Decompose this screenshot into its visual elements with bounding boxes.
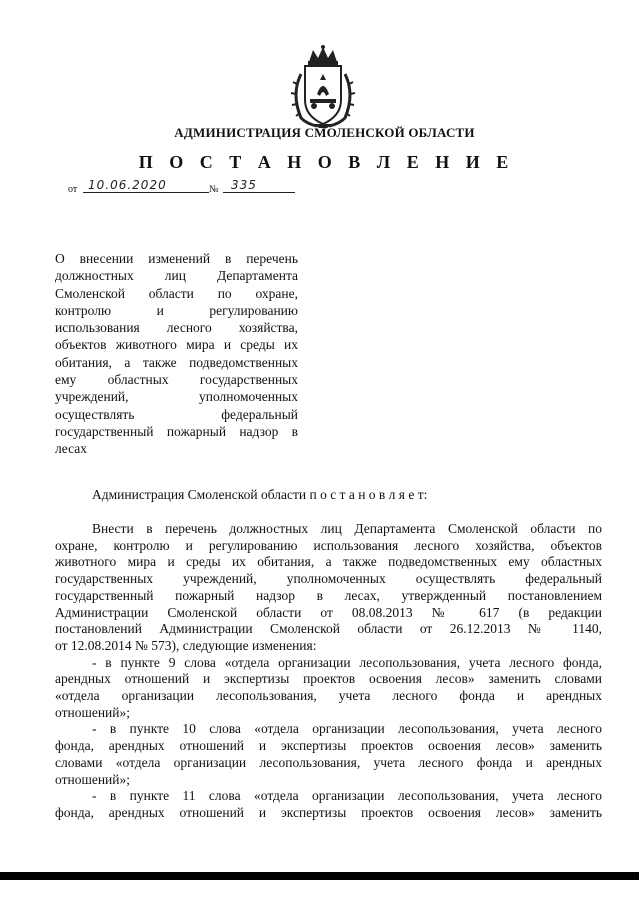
number-value: 335 <box>231 178 257 192</box>
subject-line: осуществлять федеральный <box>55 406 298 422</box>
subject-line: ему областных государственных <box>55 372 298 388</box>
subject-line: учреждений, уполномоченных <box>55 389 298 405</box>
body-line: фонда, арендных отношений и экспертизы проектов освоения лесов» заменить <box>55 738 602 754</box>
subject-line: использования лесного хозяйства, <box>55 320 298 336</box>
body-line: постановлений Администрации Смоленской области от 26.12.2013 № 1140, <box>55 621 602 637</box>
body-line: - в пункте 9 слова «отдела организации лесопользования, учета лесного фонда, <box>92 654 602 670</box>
coat-of-arms-icon <box>287 44 359 128</box>
date-underline <box>83 192 209 193</box>
subject-line: Смоленской области по охране, <box>55 285 298 301</box>
document-type-title: П О С Т А Н О В Л Е Н И Е <box>138 152 515 172</box>
date-value: 10.06.2020 <box>88 178 167 192</box>
body-line: - в пункте 11 слова «отдела организации лесопользования, учета лесного <box>92 788 602 804</box>
body-line: Администрации Смоленской области от 08.08.2013 № 617 (в редакции <box>55 604 602 620</box>
subject-line: обитания, а также подведомственных <box>55 354 298 370</box>
body-line: «отдела организации лесопользования, учета лесного фонда и арендных <box>55 688 602 704</box>
document-subject <box>55 250 298 458</box>
subject-line: должностных лиц Департамента <box>55 268 298 284</box>
scan-edge-bar <box>0 872 639 880</box>
body-line: Внести в перечень должностных лиц Департамента Смоленской области по <box>92 521 602 536</box>
subject-line: О внесении изменений в перечень <box>55 251 298 266</box>
body-line: от 12.08.2014 № 573), следующие изменения: <box>55 637 317 653</box>
decree-statement <box>92 487 427 503</box>
number-label: № <box>209 184 219 195</box>
document-body <box>55 521 602 822</box>
body-line: государственных учреждений, уполномоченных осуществлять федеральный <box>55 571 602 587</box>
body-line: арендных отношений и экспертизы проектов освоения лесов» заменить словами <box>55 671 602 687</box>
body-line: словами «отдела организации лесопользования, учета лесного фонда и арендных <box>55 754 602 770</box>
body-line: - в пункте 10 слова «отдела организации лесопользования, учета лесного <box>92 721 602 737</box>
decree-subject: Администрация Смоленской области <box>92 487 307 502</box>
decree-verb: п о с т а н о в л я е т: <box>309 487 428 502</box>
subject-line: контролю и регулированию <box>55 302 298 318</box>
date-label: от <box>68 184 78 195</box>
body-line: животного мира и среды их обитания, а также подведомственных ему областных <box>55 554 602 570</box>
number-underline <box>223 192 295 193</box>
body-line: отношений»; <box>55 771 131 787</box>
organization-title: АДМИНИСТРАЦИЯ СМОЛЕНСКОЙ ОБЛАСТИ <box>174 125 475 140</box>
body-line: государственный пожарный надзор в лесах, утвержденный постановлением <box>55 587 602 603</box>
body-line: отношений»; <box>55 704 131 720</box>
subject-line: лесах <box>55 441 87 457</box>
body-line: охране, контролю и регулированию использования лесного хозяйства, объектов <box>55 537 602 553</box>
subject-line: государственный пожарный надзор в <box>55 423 298 439</box>
subject-line: объектов животного мира и среды их <box>55 337 298 353</box>
body-line: фонда, арендных отношений и экспертизы проектов освоения лесов» заменить <box>55 804 602 820</box>
